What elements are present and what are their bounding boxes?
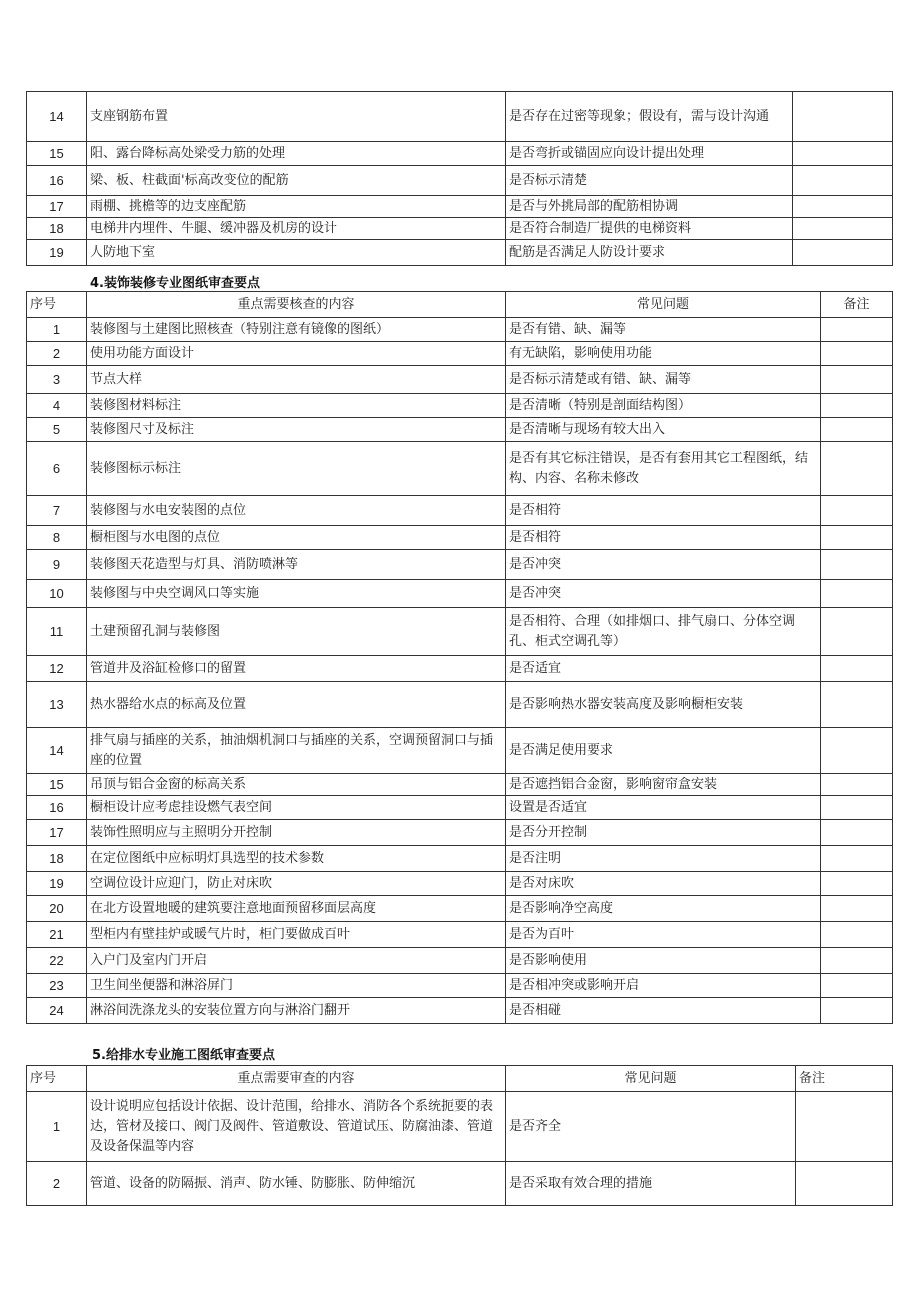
- common-issue: 是否相符、合理（如排烟口、排气扇口、分体空调孔、柜式空调孔等）: [506, 608, 821, 656]
- review-content: 在北方设置地暖的建筑要注意地面预留移面层高度: [87, 896, 506, 922]
- common-issue: 设置是否适宜: [506, 796, 821, 820]
- table-header-row: [27, 1066, 893, 1092]
- row-number: 14: [27, 92, 87, 142]
- table-body: [27, 92, 893, 266]
- table-row: [27, 394, 893, 418]
- review-content: 装修图天花造型与灯具、消防喷淋等: [87, 550, 506, 580]
- row-number: 9: [27, 550, 87, 580]
- common-issue: 是否标示清楚: [506, 166, 793, 196]
- remark: [793, 92, 893, 142]
- row-number: 1: [27, 318, 87, 342]
- remark: [821, 774, 893, 796]
- review-content: 使用功能方面设计: [87, 342, 506, 366]
- header-no: 序号: [27, 292, 87, 318]
- row-number: 19: [27, 240, 87, 266]
- remark: [821, 728, 893, 774]
- structure-review-table-continued: [26, 91, 893, 266]
- remark: [821, 846, 893, 872]
- row-number: 15: [27, 142, 87, 166]
- common-issue: 是否清晰与现场有较大出入: [506, 418, 821, 442]
- row-number: 23: [27, 974, 87, 998]
- remark: [821, 948, 893, 974]
- table-row: [27, 218, 893, 240]
- header-no: 序号: [27, 1066, 87, 1092]
- remark: [821, 682, 893, 728]
- row-number: 21: [27, 922, 87, 948]
- review-content: 节点大样: [87, 366, 506, 394]
- row-number: 11: [27, 608, 87, 656]
- table-row: [27, 196, 893, 218]
- header-issue: 常见问题: [506, 292, 821, 318]
- table-row: [27, 796, 893, 820]
- remark: [821, 442, 893, 496]
- review-content: 装饰性照明应与主照明分开控制: [87, 820, 506, 846]
- common-issue: 配筋是否满足人防设计要求: [506, 240, 793, 266]
- row-number: 8: [27, 526, 87, 550]
- table-row: [27, 820, 893, 846]
- section5-title: 5.给排水专业施工图纸审查要点: [92, 1048, 275, 1063]
- table-row: [27, 92, 893, 142]
- common-issue: 是否为百叶: [506, 922, 821, 948]
- remark: [793, 166, 893, 196]
- common-issue: 是否满足使用要求: [506, 728, 821, 774]
- common-issue: 是否影响净空高度: [506, 896, 821, 922]
- remark: [821, 656, 893, 682]
- row-number: 4: [27, 394, 87, 418]
- remark: [821, 550, 893, 580]
- row-number: 14: [27, 728, 87, 774]
- review-content: 热水器给水点的标高及位置: [87, 682, 506, 728]
- row-number: 1: [27, 1092, 87, 1162]
- common-issue: 是否对床吹: [506, 872, 821, 896]
- table-row: [27, 366, 893, 394]
- row-number: 20: [27, 896, 87, 922]
- row-number: 17: [27, 196, 87, 218]
- table-row: [27, 774, 893, 796]
- remark: [821, 974, 893, 998]
- table-row: [27, 872, 893, 896]
- review-content: 卫生间坐便器和淋浴屏门: [87, 974, 506, 998]
- table-row: [27, 496, 893, 526]
- table-row: [27, 998, 893, 1024]
- remark: [821, 896, 893, 922]
- remark: [821, 998, 893, 1024]
- table-row: [27, 318, 893, 342]
- row-number: 18: [27, 218, 87, 240]
- table-row: [27, 974, 893, 998]
- common-issue: 是否注明: [506, 846, 821, 872]
- common-issue: 是否影响使用: [506, 948, 821, 974]
- remark: [821, 526, 893, 550]
- table-header-row: [27, 292, 893, 318]
- header-note: 备注: [796, 1066, 893, 1092]
- remark: [821, 342, 893, 366]
- row-number: 18: [27, 846, 87, 872]
- common-issue: 是否分开控制: [506, 820, 821, 846]
- table-row: [27, 922, 893, 948]
- table-row: [27, 442, 893, 496]
- header-content: 重点需要审查的内容: [87, 1066, 506, 1092]
- table-row: [27, 166, 893, 196]
- table-row: [27, 728, 893, 774]
- review-content: 橱柜设计应考虑挂设燃气表空间: [87, 796, 506, 820]
- row-number: 6: [27, 442, 87, 496]
- review-content: 阳、露台降标高处梁受力筋的处理: [87, 142, 506, 166]
- decoration-review-table: [26, 291, 893, 1024]
- section4-title: 4.装饰装修专业图纸审查要点: [90, 276, 260, 291]
- common-issue: 是否弯折或锚固应向设计提出处理: [506, 142, 793, 166]
- table-row: [27, 682, 893, 728]
- common-issue: 是否相符: [506, 526, 821, 550]
- remark: [793, 240, 893, 266]
- review-content: 装修图与中央空调风口等实施: [87, 580, 506, 608]
- remark: [821, 796, 893, 820]
- common-issue: 是否清晰（特别是剖面结构图）: [506, 394, 821, 418]
- row-number: 15: [27, 774, 87, 796]
- row-number: 22: [27, 948, 87, 974]
- common-issue: 是否标示清楚或有错、缺、漏等: [506, 366, 821, 394]
- common-issue: 是否遮挡铝合金窗，影响窗帘盒安装: [506, 774, 821, 796]
- review-content: 人防地下室: [87, 240, 506, 266]
- row-number: 7: [27, 496, 87, 526]
- row-number: 16: [27, 166, 87, 196]
- table-row: [27, 656, 893, 682]
- common-issue: 是否影响热水器安装高度及影响橱柜安装: [506, 682, 821, 728]
- common-issue: 是否适宜: [506, 656, 821, 682]
- common-issue: 是否与外挑局部的配筋相协调: [506, 196, 793, 218]
- common-issue: 是否冲突: [506, 580, 821, 608]
- row-number: 19: [27, 872, 87, 896]
- common-issue: 是否冲突: [506, 550, 821, 580]
- table-body: [27, 1092, 893, 1206]
- review-content: 装修图与土建图比照核查（特别注意有镜像的图纸）: [87, 318, 506, 342]
- review-content: 入户门及室内门开启: [87, 948, 506, 974]
- row-number: 12: [27, 656, 87, 682]
- review-content: 吊顶与铝合金窗的标高关系: [87, 774, 506, 796]
- header-note: 备注: [821, 292, 893, 318]
- table-row: [27, 142, 893, 166]
- remark: [793, 196, 893, 218]
- review-content: 管道、设备的防隔振、消声、防水锤、防膨胀、防伸缩沉: [87, 1162, 506, 1206]
- row-number: 2: [27, 342, 87, 366]
- review-content: 设计说明应包括设计依据、设计范围，给排水、消防各个系统扼要的表达，管材及接口、阀门及阀件、管道敷设、管道试压、防腐油漆、管道及设备保温等内容: [87, 1092, 506, 1162]
- remark: [821, 418, 893, 442]
- review-content: 雨棚、挑檐等的边支座配筋: [87, 196, 506, 218]
- review-content: 空调位设计应迎门，防止对床吹: [87, 872, 506, 896]
- table-row: [27, 342, 893, 366]
- table-row: [27, 896, 893, 922]
- review-content: 橱柜图与水电图的点位: [87, 526, 506, 550]
- table-row: [27, 418, 893, 442]
- remark: [821, 496, 893, 526]
- row-number: 5: [27, 418, 87, 442]
- table-row: [27, 1092, 893, 1162]
- table-row: [27, 948, 893, 974]
- row-number: 10: [27, 580, 87, 608]
- row-number: 2: [27, 1162, 87, 1206]
- table-row: [27, 526, 893, 550]
- review-content: 装修图材料标注: [87, 394, 506, 418]
- common-issue: 是否符合制造厂提供的电梯资料: [506, 218, 793, 240]
- table-row: [27, 550, 893, 580]
- header-issue: 常见问题: [506, 1066, 796, 1092]
- row-number: 16: [27, 796, 87, 820]
- review-content: 管道井及浴缸检修口的留置: [87, 656, 506, 682]
- review-content: 装修图与水电安装图的点位: [87, 496, 506, 526]
- remark: [821, 580, 893, 608]
- table-row: [27, 580, 893, 608]
- table-row: [27, 240, 893, 266]
- row-number: 13: [27, 682, 87, 728]
- remark: [821, 366, 893, 394]
- remark: [796, 1162, 893, 1206]
- remark: [821, 820, 893, 846]
- remark: [821, 872, 893, 896]
- common-issue: 是否有其它标注错误，是否有套用其它工程图纸，结构、内容、名称未修改: [506, 442, 821, 496]
- common-issue: 是否存在过密等现象；假设有，需与设计沟通: [506, 92, 793, 142]
- review-content: 支座钢筋布置: [87, 92, 506, 142]
- remark: [793, 218, 893, 240]
- review-content: 装修图标示标注: [87, 442, 506, 496]
- row-number: 24: [27, 998, 87, 1024]
- review-content: 土建预留孔洞与装修图: [87, 608, 506, 656]
- review-content: 梁、板、柱截面'标高改变位的配筋: [87, 166, 506, 196]
- remark: [821, 318, 893, 342]
- table-row: [27, 608, 893, 656]
- review-content: 电梯井内埋件、牛腿、缓冲器及机房的设计: [87, 218, 506, 240]
- table-row: [27, 846, 893, 872]
- common-issue: 是否相冲突或影响开启: [506, 974, 821, 998]
- common-issue: 是否相符: [506, 496, 821, 526]
- common-issue: 是否采取有效合理的措施: [506, 1162, 796, 1206]
- review-content: 装修图尺寸及标注: [87, 418, 506, 442]
- remark: [796, 1092, 893, 1162]
- review-content: 型柜内有壁挂炉或暖气片时，柜门要做成百叶: [87, 922, 506, 948]
- row-number: 17: [27, 820, 87, 846]
- review-content: 排气扇与插座的关系，抽油烟机洞口与插座的关系，空调预留洞口与插座的位置: [87, 728, 506, 774]
- common-issue: 是否齐全: [506, 1092, 796, 1162]
- table-body: [27, 318, 893, 1024]
- row-number: 3: [27, 366, 87, 394]
- common-issue: 是否相碰: [506, 998, 821, 1024]
- remark: [821, 394, 893, 418]
- review-content: 在定位图纸中应标明灯具选型的技术参数: [87, 846, 506, 872]
- remark: [793, 142, 893, 166]
- common-issue: 是否有错、缺、漏等: [506, 318, 821, 342]
- plumbing-review-table: [26, 1065, 893, 1206]
- review-content: 淋浴间洗涤龙头的安装位置方向与淋浴门翻开: [87, 998, 506, 1024]
- table-row: [27, 1162, 893, 1206]
- remark: [821, 922, 893, 948]
- common-issue: 有无缺陷，影响使用功能: [506, 342, 821, 366]
- header-content: 重点需要核查的内容: [87, 292, 506, 318]
- remark: [821, 608, 893, 656]
